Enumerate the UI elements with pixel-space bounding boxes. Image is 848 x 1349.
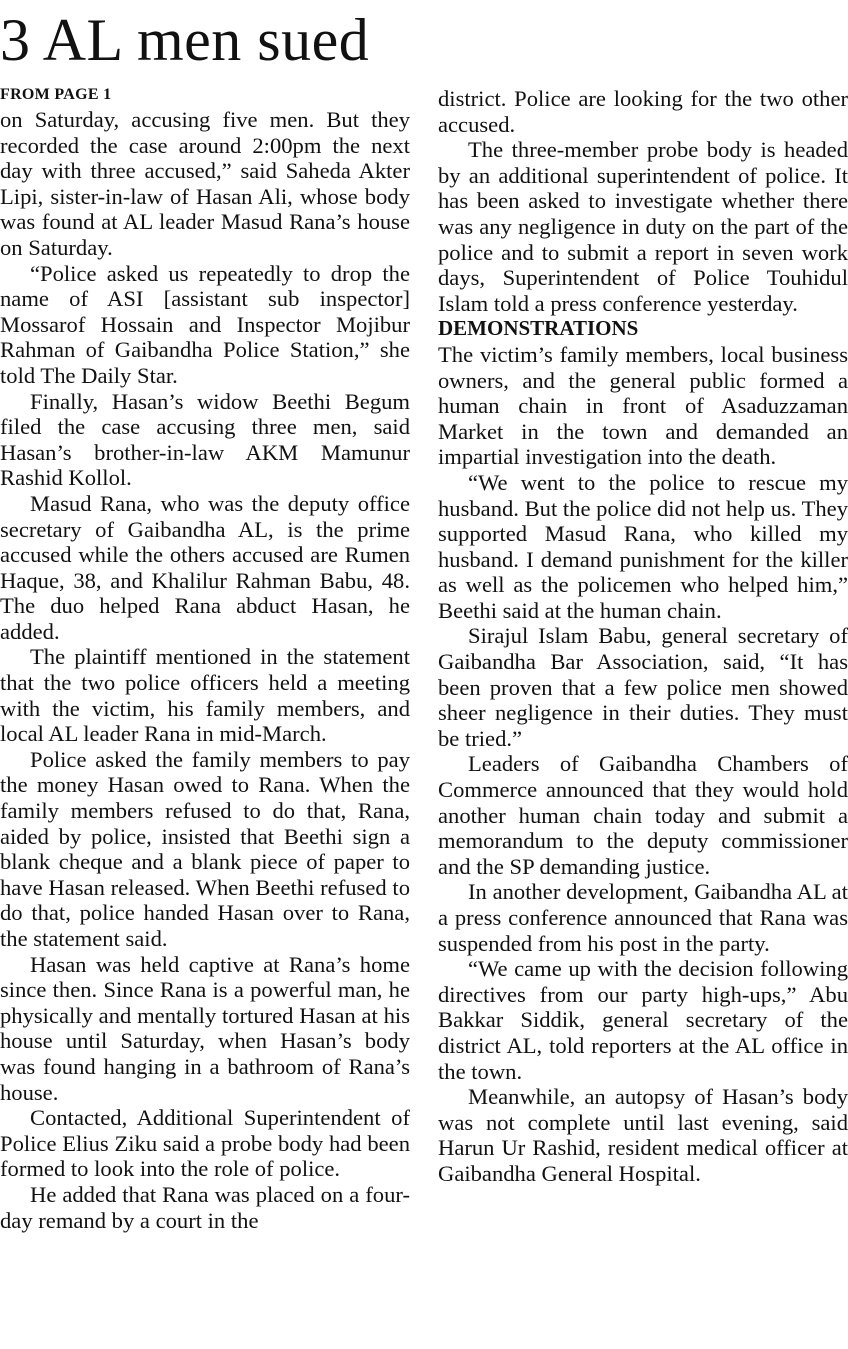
paragraph: In another development, Gaibandha AL at a press conference announced that Rana was suspended from his post in the party. xyxy=(438,879,848,956)
paragraph: district. Police are looking for the two other accused. xyxy=(438,86,848,137)
paragraph: “We came up with the decision following directives from our party high-ups,” Abu Bakkar Siddik, general secretary of the district AL, told reporters at the AL office in the town. xyxy=(438,956,848,1084)
paragraph: Sirajul Islam Babu, general secretary of Gaibandha Bar Association, said, “It has been proven that a few police men showed sheer negligence in their duties. They must be tried.” xyxy=(438,623,848,751)
paragraph: The plaintiff mentioned in the statement that the two police officers held a meeting with the victim, his family members, and local AL leader Rana in mid-March. xyxy=(0,644,410,747)
paragraph: Finally, Hasan’s widow Beethi Begum filed the case accusing three men, said Hasan’s brother-in-law AKM Mamunur Rashid Kollol. xyxy=(0,388,410,491)
paragraph: Hasan was held captive at Rana’s home since then. Since Rana is a powerful man, he physically and mentally tortured Hasan at his house until Saturday, when Hasan’s body was found hanging in a bathroom of Rana’s house. xyxy=(0,951,410,1105)
paragraph: “We went to the police to rescue my husband. But the police did not help us. They supported Masud Rana, who killed my husband. I demand punishment for the killer as well as the policemen who helped him,” Beethi said at the human chain. xyxy=(438,469,848,623)
paragraph: on Saturday, accusing five men. But they recorded the case around 2:00pm the next day with three accused,” said Saheda Akter Lipi, sister-in-law of Hasan Ali, whose body was found at AL leader Masud Rana’s house on Saturday. xyxy=(0,107,410,260)
article-column-left xyxy=(0,86,410,1233)
paragraph: The victim’s family members, local business owners, and the general public formed a human chain in front of Asaduzzaman Market in the town and demanded an impartial investigation into the death. xyxy=(438,341,848,470)
dateline: FROM PAGE 1 xyxy=(0,86,112,103)
paragraph: Meanwhile, an autopsy of Hasan’s body was not complete until last evening, said Harun Ur Rashid, resident medical officer at Gaibandha General Hospital. xyxy=(438,1084,848,1186)
article-column-right xyxy=(438,86,848,1187)
paragraph: Police asked the family members to pay the money Hasan owed to Rana. When the family members refused to do that, Rana, aided by police, insisted that Beethi sign a blank cheque and a blank piece of paper to have Hasan released. When Beethi refused to do that, police handed Hasan over to Rana, the statement said. xyxy=(0,746,410,951)
paragraph: The three-member probe body is headed by an additional superintendent of police. It has been asked to investigate whether there was any negligence in duty on the part of the police and to submit a report in seven work days, Superintendent of Police Touhidul Islam told a press conference yesterday. xyxy=(438,137,848,316)
headline: 3 AL men sued xyxy=(0,7,370,73)
paragraph: He added that Rana was placed on a four-day remand by a court in the xyxy=(0,1181,410,1233)
paragraph: Masud Rana, who was the deputy office secretary of Gaibandha AL, is the prime accused while the others accused are Rumen Haque, 38, and Khalilur Rahman Babu, 48. The duo helped Rana abduct Hasan, he added. xyxy=(0,490,410,644)
paragraph: Leaders of Gaibandha Chambers of Commerce announced that they would hold another human chain today and submit a memorandum to the deputy commissioner and the SP demanding justice. xyxy=(438,751,848,879)
paragraph: Contacted, Additional Superintendent of Police Elius Ziku said a probe body had been formed to look into the role of police. xyxy=(0,1105,410,1182)
paragraph: “Police asked us repeatedly to drop the name of ASI [assistant sub inspector] Mossarof Hossain and Inspector Mojibur Rahman of Gaibandha Police Station,” she told The Daily Star. xyxy=(0,260,410,388)
section-subhead: DEMONSTRATIONS xyxy=(438,316,639,341)
